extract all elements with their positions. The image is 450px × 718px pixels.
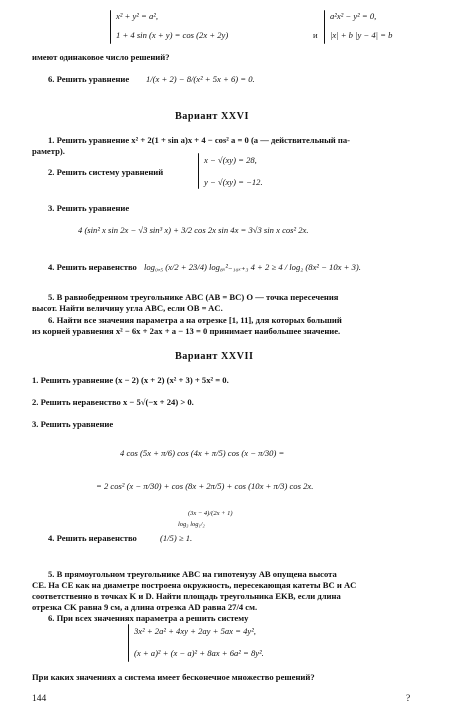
brace: [198, 153, 199, 189]
system-1-line-2: 1 + 4 sin (x + y) = cos (2x + 2y): [116, 30, 229, 40]
inequality: (1/5) ≥ 1.: [160, 533, 193, 543]
page-number: 144: [32, 694, 47, 704]
problem-text: 2. Решить неравенство x − 5√(−x + 24) > 0.: [32, 397, 194, 407]
problem-text: 6. Найти все значения параметра a на отрезке [1, 11], для которых больший: [48, 315, 342, 325]
exponent-base: log₃ log₁/₂: [178, 521, 205, 528]
problem-label: 3. Решить уравнение: [48, 203, 130, 213]
problem-text: 1. Решить уравнение x² + 2(1 + sin a)x + 4 − cos² a = 0 (a — действительный па-: [48, 135, 351, 145]
problem-6-label: 6. Решить уравнение: [48, 74, 130, 84]
problem-text: отрезка CK равна 9 см, а длина отрезка AD равна 27/4 см.: [32, 602, 258, 612]
problem-label: 3. Решить уравнение: [32, 419, 114, 429]
problem-text: 5. В равнобедренном треугольнике ABC (AB = BC) O — точка пересечения: [48, 292, 339, 302]
problem-label: 4. Решить неравенство: [48, 533, 137, 543]
brace: [324, 10, 325, 44]
problem-text: соответственно в точках K и D. Найти площадь треугольника EKB, если длина: [32, 591, 341, 601]
brace: [128, 624, 129, 662]
system-line: y − √(xy) = −12.: [204, 177, 263, 187]
problem-text: высот. Найти величину угла ABC, если OB = AC.: [32, 303, 223, 313]
system-1-line-1: x² + y² = a²,: [116, 11, 158, 21]
system-line: 3x² + 2a² + 4xy + 2ay + 5ax = 4y²,: [134, 626, 256, 636]
variant-heading: Вариант XXVI: [175, 111, 249, 122]
equation-line: = 2 cos² (x − π/30) + cos (8x + 2π/5) + cos (10x + π/3) cos 2x.: [96, 481, 314, 491]
system-2-line-2: |x| + b |y − 4| = b: [330, 30, 393, 40]
problem-text: из корней уравнения x² − 6x + 2ax + a − 13 = 0 принимает наибольшее значение.: [32, 326, 341, 336]
conjunction: и: [313, 30, 318, 40]
problem-6-equation: 1/(x + 2) − 8/(x² + 5x + 6) = 0.: [146, 74, 255, 84]
problem-text: раметр).: [32, 146, 65, 156]
brace: [110, 10, 111, 44]
system-line: (x + a)² + (x − a)² + 8ax + 6a² = 8y².: [134, 648, 264, 658]
variant-heading: Вариант XXVII: [175, 351, 254, 362]
problem-text: 1. Решить уравнение (x − 2) (x + 2) (x² + 3) + 5x² = 0.: [32, 375, 229, 385]
exponent-fraction: (3x − 4)/(2x + 1): [188, 510, 233, 517]
problem-text: При каких значениях a система имеет бесконечное множество решений?: [32, 672, 315, 682]
problem-text: CE. На CE как на диаметре построена окружность, пересекающая катеты BC и AC: [32, 580, 357, 590]
problem-label: 4. Решить неравенство: [48, 262, 137, 272]
corner-mark: ?: [406, 694, 411, 704]
question-text: имеют одинаковое число решений?: [32, 52, 170, 62]
equation-line: 4 cos (5x + π/6) cos (4x + π/5) cos (x − π/30) =: [120, 448, 285, 458]
system-line: x − √(xy) = 28,: [204, 155, 257, 165]
problem-label: 2. Решить систему уравнений: [48, 167, 164, 177]
inequality: log₀,₅ (x/2 + 23/4) log₈ₓ²₋₁₀ₓ₊₃ 4 + 2 ≥ 4 / log₂ (8x² − 10x + 3).: [144, 262, 361, 272]
system-2-line-1: a²x² − y² = 0,: [330, 11, 377, 21]
problem-text: 5. В прямоугольном треугольнике ABC на гипотенузу AB опущена высота: [48, 569, 337, 579]
problem-text: 6. При всех значениях параметра a решить систему: [48, 613, 249, 623]
equation: 4 (sin² x sin 2x − √3 sin³ x) + 3/2 cos 2x sin 4x = 3√3 sin x cos² 2x.: [78, 225, 309, 235]
